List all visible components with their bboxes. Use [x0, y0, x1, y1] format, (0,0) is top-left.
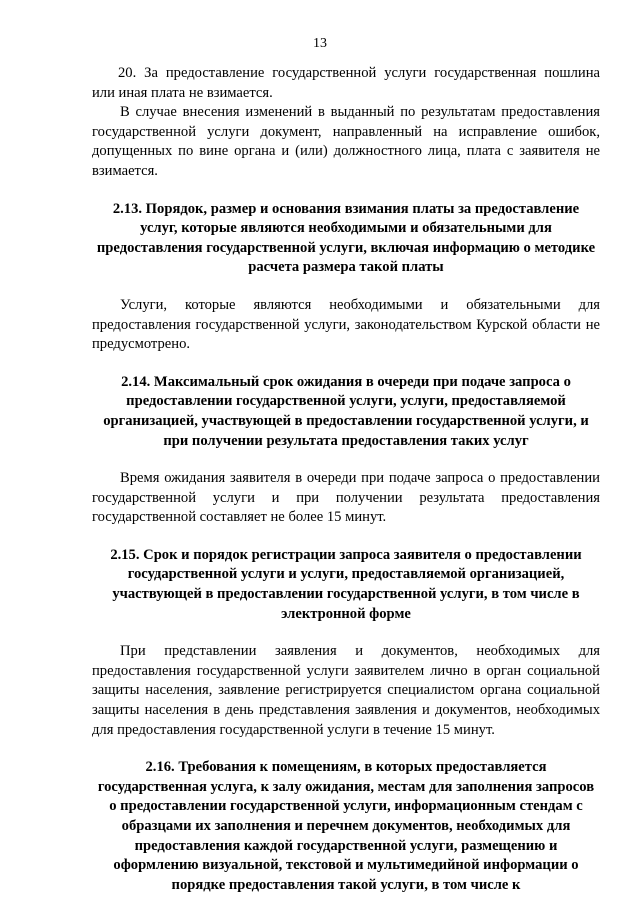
page-content: [92, 64, 600, 895]
page-number: 13: [313, 36, 327, 51]
section-heading-2-15: 2.15. Срок и порядок регистрации запроса заявителя о предоставлении государственной услуги и услуги, предоставляемой организацией, участвующей в предоставлении государственной услуги, в том числе в электронной форме: [110, 546, 582, 622]
paragraph-error-correction: В случае внесения изменений в выданный по результатам предоставления государственной услуги документ, направленный на исправление ошибок, допущенных по вине органа и (или) должностного лица, плата с заявителя не взимается.: [92, 104, 600, 179]
paragraph-2-14: Время ожидания заявителя в очереди при подаче запроса о предоставлении государственной услуги и при получении результата предоставления государственной составляет не более 15 минут.: [92, 470, 600, 526]
section-heading-2-14: 2.14. Максимальный срок ожидания в очереди при подаче запроса о предоставлении государственной услуги, услуги, предоставляемой организацией, участвующей в предоставлении государственной услуги, и при получении результата предоставления таких услуг: [103, 373, 589, 449]
section-heading-2-13: 2.13. Порядок, размер и основания взимания платы за предоставление услуг, которые являются необходимыми и обязательными для предоставления государственной услуги, включая информацию о методике расчета размера такой платы: [96, 200, 596, 276]
paragraph-2-15: При представлении заявления и документов, необходимых для предоставления государственной услуги заявителем лично в орган социальной защиты населения, заявление регистрируется специалистом органа социальной защиты населения в день представления заявления и документов, необходимых для предоставления государственной услуги в течение 15 минут.: [92, 643, 600, 738]
section-heading-2-16: 2.16. Требования к помещениям, в которых предоставляется государственная услуга, к залу ожидания, местам для заполнения запросов о предоставлении государственной услуги, информационным стендам с образцами их заполнения и перечнем документов, необходимых для предоставления каждой государственной услуги, размещению и оформлению визуальной, текстовой и мультимедийной информации о порядке предоставления такой услуги, в том числе к: [97, 759, 595, 893]
paragraph-2-13: Услуги, которые являются необходимыми и обязательными для предоставления государственной услуги, законодательством Курской области не предусмотрено.: [92, 296, 600, 353]
paragraph-fee-not-charged: 20. За предоставление государственной услуги государственная пошлина или иная плата не взимается.: [92, 65, 600, 101]
